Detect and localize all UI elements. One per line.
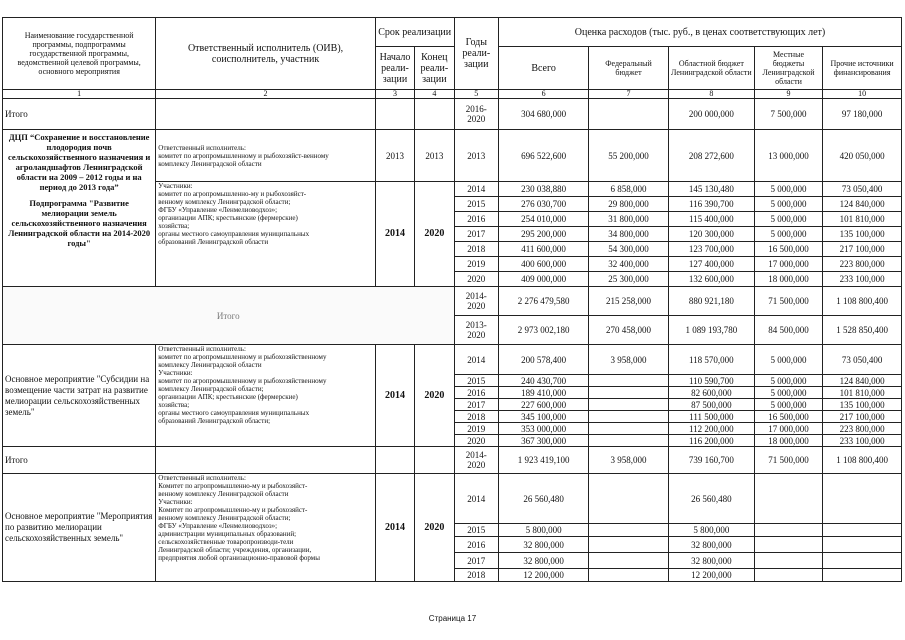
executor-line: сельскохозяйственные товаропроизводи-тели <box>158 538 294 546</box>
local: 5 000,000 <box>754 197 822 212</box>
header-local: Местные бюджеты Ленинградской области <box>754 47 822 90</box>
year: 2014 <box>454 345 499 375</box>
itogo-total: 304 680,000 <box>499 99 589 130</box>
executor-line: комплексу Ленинградской области <box>158 159 262 168</box>
itogo-label: Итого <box>3 99 156 130</box>
executor-line: венному комплексу Ленинградской области; <box>158 514 291 522</box>
itogo-federal: 215 258,000 <box>589 287 669 316</box>
itogo-years: 2016- 2020 <box>454 99 499 130</box>
executor-line: хозяйства; <box>158 222 190 230</box>
column-number: 2 <box>156 90 376 99</box>
column-numbers-row <box>3 90 902 99</box>
start-year: 2013 <box>375 130 414 182</box>
other: 223 800,000 <box>823 423 902 435</box>
itogo-local: 71 500,000 <box>754 287 822 316</box>
other: 223 800,000 <box>823 257 902 272</box>
year: 2016 <box>454 387 499 399</box>
federal: 29 800,000 <box>589 197 669 212</box>
executor-cell <box>156 474 376 582</box>
year: 2017 <box>454 227 499 242</box>
itogo-federal: 270 458,000 <box>589 316 669 345</box>
executor-line: Участники: <box>158 498 193 506</box>
total: 12 200,000 <box>499 569 589 582</box>
local: 13 000,000 <box>754 130 822 182</box>
local: 18 000,000 <box>754 435 822 447</box>
regional: 208 272,600 <box>668 130 754 182</box>
end-year: 2020 <box>415 474 454 582</box>
total: 32 800,000 <box>499 553 589 569</box>
itogo-row <box>3 447 902 474</box>
executor-line: венному комплексу Ленинградской области; <box>158 198 291 206</box>
executor-line: организации АПК; крестьянские (фермерские) <box>158 393 298 401</box>
program-title-cell <box>3 130 156 287</box>
header-years: Годы реали-зации <box>454 18 499 90</box>
year: 2015 <box>454 375 499 387</box>
executor-line: Ответственный исполнитель: <box>158 345 246 353</box>
local: 18 000,000 <box>754 272 822 287</box>
executor-line: венному комплексу Ленинградской области <box>158 490 289 498</box>
federal: 34 800,000 <box>589 227 669 242</box>
federal: 6 858,000 <box>589 182 669 197</box>
column-number: 9 <box>754 90 822 99</box>
itogo-total: 1 923 419,100 <box>499 447 589 474</box>
itogo-regional: 200 000,000 <box>668 99 754 130</box>
regional: 111 500,000 <box>668 411 754 423</box>
regional: 116 390,700 <box>668 197 754 212</box>
table-row <box>3 474 902 524</box>
program-title: ДЦП “Сохранение и восстановление плодородия почв сельскохозяйственного назначения и агроландшафтов Ленинградской области на 2009 – 2012 годы и на период до 2013 года” <box>7 132 151 192</box>
federal: 25 300,000 <box>589 272 669 287</box>
local: 5 000,000 <box>754 212 822 227</box>
regional: 115 400,000 <box>668 212 754 227</box>
local: 5 000,000 <box>754 227 822 242</box>
other: 217 100,000 <box>823 242 902 257</box>
header-period: Срок реализации <box>375 18 454 47</box>
total: 32 800,000 <box>499 537 589 553</box>
executor-line: Участники: <box>158 182 193 190</box>
end-year: 2013 <box>415 130 454 182</box>
itogo-other: 1 528 850,400 <box>823 316 902 345</box>
column-number: 7 <box>589 90 669 99</box>
year: 2019 <box>454 257 499 272</box>
year: 2018 <box>454 569 499 582</box>
executor-line: комитет по агропромышленно-му и рыбохозяйст- <box>158 190 307 198</box>
executor-line: образований Ленинградской области <box>158 238 269 246</box>
executor-line: комплексу Ленинградской области <box>158 361 262 369</box>
total: 240 430,700 <box>499 375 589 387</box>
local: 5 000,000 <box>754 375 822 387</box>
local: 16 500,000 <box>754 411 822 423</box>
regional: 120 300,000 <box>668 227 754 242</box>
itogo-top-row <box>3 99 902 130</box>
total: 230 038,880 <box>499 182 589 197</box>
federal <box>589 435 669 447</box>
executor-line: комитет по агропромышленному и рыбохозяйст-венному <box>158 151 329 160</box>
itogo-other: 1 108 800,400 <box>823 287 902 316</box>
total: 411 600,000 <box>499 242 589 257</box>
header-end: Конец реали-зации <box>415 47 454 90</box>
itogo-years: 2013- 2020 <box>454 316 499 345</box>
header-executor: Ответственный исполнитель (ОИВ), соисполнитель, участник <box>156 18 376 90</box>
column-number: 8 <box>668 90 754 99</box>
regional: 132 600,000 <box>668 272 754 287</box>
executor-line: комплексу Ленинградской области; <box>158 385 264 393</box>
executor-line: Ответственный исполнитель: <box>158 143 246 152</box>
column-number: 4 <box>415 90 454 99</box>
itogo-regional: 1 089 193,780 <box>668 316 754 345</box>
measure-title: Основное мероприятие "Мероприятия по развитию мелиорации сельскохозяйственных земель" <box>3 474 156 582</box>
header-program: Наименование государственной программы, подпрограммы государственной программы, ведомственной целевой программы, основного мероприятия <box>3 18 156 90</box>
itogo-row <box>3 287 902 316</box>
local: 5 000,000 <box>754 182 822 197</box>
other: 124 840,000 <box>823 197 902 212</box>
year: 2020 <box>454 272 499 287</box>
column-number: 1 <box>3 90 156 99</box>
executor-cell <box>156 130 376 182</box>
executor-line: Комитет по агропромышленно-му и рыбохозяйст- <box>158 482 308 490</box>
header-regional: Областной бюджет Ленинградской области <box>668 47 754 90</box>
itogo-label: Итого <box>3 447 156 474</box>
total: 400 600,000 <box>499 257 589 272</box>
federal <box>589 399 669 411</box>
executor-line: образований Ленинградской области; <box>158 417 271 425</box>
end-year: 2020 <box>415 182 454 287</box>
local: 5 000,000 <box>754 399 822 411</box>
start-year: 2014 <box>375 182 414 287</box>
executor-line: организации АПК; крестьянские (фермерские) <box>158 214 298 222</box>
itogo-local: 7 500,000 <box>754 99 822 130</box>
start-year: 2014 <box>375 474 414 582</box>
other: 217 100,000 <box>823 411 902 423</box>
itogo-other: 1 108 800,400 <box>823 447 902 474</box>
itogo-regional: 880 921,180 <box>668 287 754 316</box>
federal: 54 300,000 <box>589 242 669 257</box>
regional: 12 200,000 <box>668 569 754 582</box>
year: 2019 <box>454 423 499 435</box>
other: 73 050,400 <box>823 345 902 375</box>
regional: 145 130,480 <box>668 182 754 197</box>
itogo-federal <box>589 99 669 130</box>
federal: 55 200,000 <box>589 130 669 182</box>
federal: 3 958,000 <box>589 345 669 375</box>
total: 5 800,000 <box>499 524 589 537</box>
executor-line: Участники: <box>158 369 193 377</box>
total: 295 200,000 <box>499 227 589 242</box>
table-row <box>3 345 902 375</box>
column-number: 5 <box>454 90 499 99</box>
other: 101 810,000 <box>823 212 902 227</box>
executor-line: хозяйства; <box>158 401 190 409</box>
other: 233 100,000 <box>823 272 902 287</box>
local: 16 500,000 <box>754 242 822 257</box>
year: 2020 <box>454 435 499 447</box>
itogo-local: 84 500,000 <box>754 316 822 345</box>
header-total: Всего <box>499 47 589 90</box>
end-year: 2020 <box>415 345 454 447</box>
itogo-local: 71 500,000 <box>754 447 822 474</box>
other: 233 100,000 <box>823 435 902 447</box>
regional: 116 200,000 <box>668 435 754 447</box>
regional: 26 560,480 <box>668 474 754 524</box>
other: 420 050,000 <box>823 130 902 182</box>
itogo-regional: 739 160,700 <box>668 447 754 474</box>
total: 227 600,000 <box>499 399 589 411</box>
regional: 32 800,000 <box>668 537 754 553</box>
federal <box>589 411 669 423</box>
federal <box>589 375 669 387</box>
regional: 82 600,000 <box>668 387 754 399</box>
regional: 87 500,000 <box>668 399 754 411</box>
federal: 32 400,000 <box>589 257 669 272</box>
executor-line: ФГБУ «Управление «Ленмелиоводхоз»; <box>158 522 278 530</box>
itogo-federal: 3 958,000 <box>589 447 669 474</box>
total: 200 578,400 <box>499 345 589 375</box>
regional: 127 400,000 <box>668 257 754 272</box>
year: 2016 <box>454 537 499 553</box>
year: 2018 <box>454 242 499 257</box>
executor-line: предприятия любой организационно-правовой формы <box>158 554 320 562</box>
regional: 112 200,000 <box>668 423 754 435</box>
page-number: Страница 17 <box>428 614 477 623</box>
header-costs: Оценка расходов (тыс. руб., в ценах соответствующих лет) <box>499 18 902 47</box>
itogo-label: Итого <box>3 287 455 345</box>
local: 17 000,000 <box>754 257 822 272</box>
regional: 32 800,000 <box>668 553 754 569</box>
total: 189 410,000 <box>499 387 589 399</box>
total: 696 522,600 <box>499 130 589 182</box>
column-number: 3 <box>375 90 414 99</box>
participants-cell <box>156 182 376 287</box>
total: 409 000,000 <box>499 272 589 287</box>
executor-line: органы местного самоуправления муниципальных <box>158 409 310 417</box>
executor-cell <box>156 345 376 447</box>
start-year: 2014 <box>375 345 414 447</box>
itogo-other: 97 180,000 <box>823 99 902 130</box>
column-number: 10 <box>823 90 902 99</box>
year: 2014 <box>454 474 499 524</box>
regional: 123 700,000 <box>668 242 754 257</box>
total: 367 300,000 <box>499 435 589 447</box>
executor-line: Ответственный исполнитель: <box>158 474 246 482</box>
regional: 118 570,000 <box>668 345 754 375</box>
total: 254 010,000 <box>499 212 589 227</box>
itogo-total: 2 276 479,580 <box>499 287 589 316</box>
table-row <box>3 130 902 182</box>
total: 26 560,480 <box>499 474 589 524</box>
executor-line: комитет по агропромышленному и рыбохозяйственному <box>158 353 327 361</box>
year: 2013 <box>454 130 499 182</box>
executor-line: администрации муниципальных образований; <box>158 530 297 538</box>
header-start: Начало реали-зации <box>375 47 414 90</box>
header-federal: Федеральный бюджет <box>589 47 669 90</box>
total: 276 030,700 <box>499 197 589 212</box>
year: 2014 <box>454 182 499 197</box>
other: 135 100,000 <box>823 399 902 411</box>
local: 5 000,000 <box>754 387 822 399</box>
year: 2017 <box>454 399 499 411</box>
year: 2015 <box>454 524 499 537</box>
other: 135 100,000 <box>823 227 902 242</box>
federal: 31 800,000 <box>589 212 669 227</box>
other: 73 050,400 <box>823 182 902 197</box>
itogo-years: 2014- 2020 <box>454 447 499 474</box>
itogo-total: 2 973 002,180 <box>499 316 589 345</box>
itogo-years: 2014- 2020 <box>454 287 499 316</box>
year: 2018 <box>454 411 499 423</box>
local: 5 000,000 <box>754 345 822 375</box>
executor-line: комитет по агропромышленному и рыбохозяйственному <box>158 377 327 385</box>
executor-line: ФГБУ «Управление «Ленмелиоводхоз»; <box>158 206 278 214</box>
year: 2017 <box>454 553 499 569</box>
other: 124 840,000 <box>823 375 902 387</box>
subprogram-title: Подпрограмма "Развитие мелиорации земель сельскохозяйственного назначения Ленинградской области на 2014-2020 годы" <box>8 198 151 248</box>
federal <box>589 423 669 435</box>
other: 101 810,000 <box>823 387 902 399</box>
regional: 5 800,000 <box>668 524 754 537</box>
year: 2016 <box>454 212 499 227</box>
measure-title: Основное мероприятие "Субсидии на возмещение части затрат на развитие мелиорации сельскохозяйственных земель" <box>3 345 156 447</box>
budget-table <box>2 17 902 582</box>
federal <box>589 387 669 399</box>
total: 353 000,000 <box>499 423 589 435</box>
header-other: Прочие источники финансирования <box>823 47 902 90</box>
year: 2015 <box>454 197 499 212</box>
local: 17 000,000 <box>754 423 822 435</box>
executor-line: Ленинградской области; учреждения, организации, <box>158 546 312 554</box>
regional: 110 590,700 <box>668 375 754 387</box>
column-number: 6 <box>499 90 589 99</box>
executor-line: Комитет по агропромышленно-му и рыбохозяйст- <box>158 506 308 514</box>
executor-line: органы местного самоуправления муниципальных <box>158 230 310 238</box>
total: 345 100,000 <box>499 411 589 423</box>
